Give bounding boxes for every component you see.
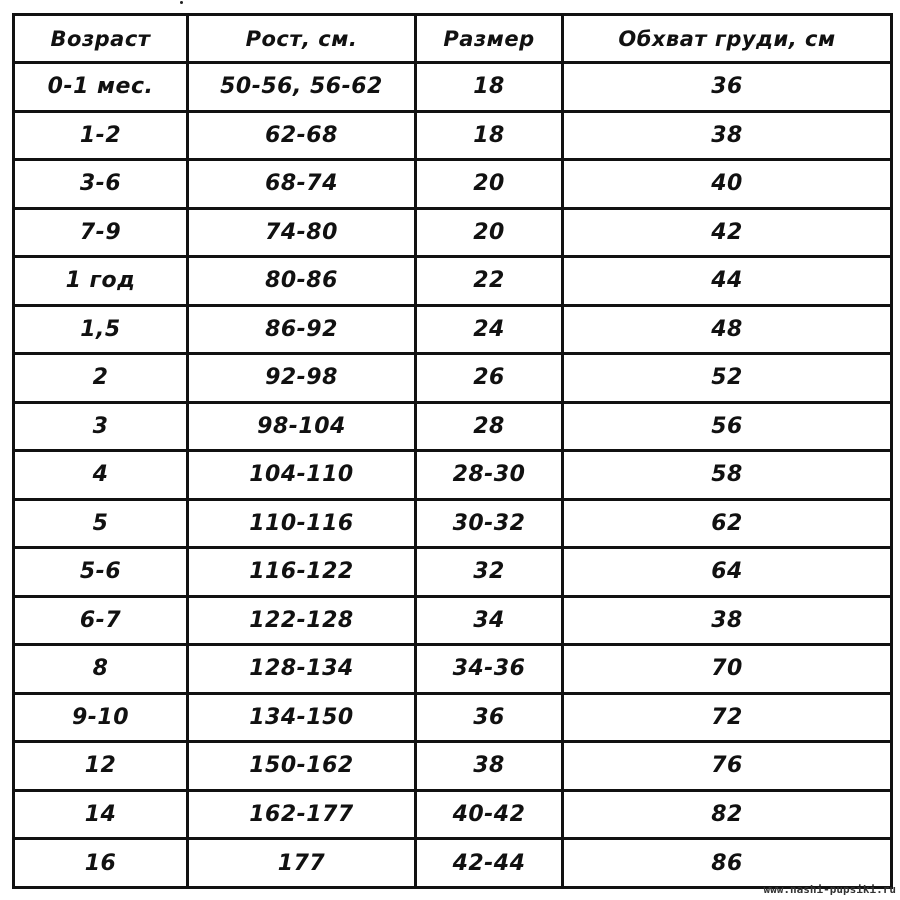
chest-cell: 56 [563, 402, 892, 451]
height-cell: 162-177 [188, 790, 416, 839]
table-row [14, 63, 892, 112]
age-cell: 5-6 [14, 548, 188, 597]
age-cell: 16 [14, 839, 188, 888]
size-cell: 38 [416, 742, 563, 791]
table-row [14, 742, 892, 791]
chest-cell: 82 [563, 790, 892, 839]
header-height: Рост, см. [188, 15, 416, 63]
size-cell: 24 [416, 305, 563, 354]
table-row [14, 499, 892, 548]
chest-cell: 42 [563, 208, 892, 257]
table-row [14, 305, 892, 354]
header-age: Возраст [14, 15, 188, 63]
size-cell: 30-32 [416, 499, 563, 548]
table-header [14, 15, 892, 63]
height-cell: 177 [188, 839, 416, 888]
age-cell: 14 [14, 790, 188, 839]
table-row [14, 208, 892, 257]
chest-cell: 48 [563, 305, 892, 354]
height-cell: 104-110 [188, 451, 416, 500]
table-row [14, 839, 892, 888]
size-cell: 32 [416, 548, 563, 597]
table-row [14, 402, 892, 451]
height-cell: 122-128 [188, 596, 416, 645]
size-cell: 28-30 [416, 451, 563, 500]
height-cell: 62-68 [188, 111, 416, 160]
age-cell: 3-6 [14, 160, 188, 209]
table-body [14, 63, 892, 888]
size-cell: 18 [416, 63, 563, 112]
size-cell: 26 [416, 354, 563, 403]
height-cell: 98-104 [188, 402, 416, 451]
header-row [14, 15, 892, 63]
size-cell: 18 [416, 111, 563, 160]
stray-dot [180, 1, 183, 4]
chest-cell: 76 [563, 742, 892, 791]
table-row [14, 354, 892, 403]
chest-cell: 72 [563, 693, 892, 742]
size-cell: 28 [416, 402, 563, 451]
age-cell: 1,5 [14, 305, 188, 354]
size-cell: 36 [416, 693, 563, 742]
height-cell: 80-86 [188, 257, 416, 306]
age-cell: 7-9 [14, 208, 188, 257]
age-cell: 0-1 мес. [14, 63, 188, 112]
chest-cell: 64 [563, 548, 892, 597]
chest-cell: 44 [563, 257, 892, 306]
height-cell: 74-80 [188, 208, 416, 257]
table-row [14, 790, 892, 839]
chest-cell: 70 [563, 645, 892, 694]
size-cell: 22 [416, 257, 563, 306]
height-cell: 50-56, 56-62 [188, 63, 416, 112]
age-cell: 6-7 [14, 596, 188, 645]
height-cell: 128-134 [188, 645, 416, 694]
size-cell: 34-36 [416, 645, 563, 694]
age-cell: 5 [14, 499, 188, 548]
chest-cell: 38 [563, 596, 892, 645]
chest-cell: 52 [563, 354, 892, 403]
age-cell: 12 [14, 742, 188, 791]
table-row [14, 548, 892, 597]
height-cell: 86-92 [188, 305, 416, 354]
table-row [14, 693, 892, 742]
chest-cell: 40 [563, 160, 892, 209]
header-chest: Обхват груди, см [563, 15, 892, 63]
size-cell: 40-42 [416, 790, 563, 839]
table-row [14, 257, 892, 306]
size-chart-table [12, 13, 893, 889]
size-cell: 42-44 [416, 839, 563, 888]
age-cell: 3 [14, 402, 188, 451]
chest-cell: 36 [563, 63, 892, 112]
chest-cell: 58 [563, 451, 892, 500]
age-cell: 2 [14, 354, 188, 403]
height-cell: 150-162 [188, 742, 416, 791]
height-cell: 116-122 [188, 548, 416, 597]
watermark: www.nashi-pupsiki.ru [763, 883, 896, 896]
height-cell: 134-150 [188, 693, 416, 742]
table-row [14, 645, 892, 694]
table-row [14, 111, 892, 160]
age-cell: 9-10 [14, 693, 188, 742]
size-cell: 20 [416, 208, 563, 257]
chest-cell: 62 [563, 499, 892, 548]
chest-cell: 38 [563, 111, 892, 160]
size-cell: 20 [416, 160, 563, 209]
age-cell: 8 [14, 645, 188, 694]
height-cell: 110-116 [188, 499, 416, 548]
table-row [14, 160, 892, 209]
table-row [14, 596, 892, 645]
height-cell: 92-98 [188, 354, 416, 403]
chest-cell: 86 [563, 839, 892, 888]
age-cell: 1 год [14, 257, 188, 306]
table-row [14, 451, 892, 500]
age-cell: 4 [14, 451, 188, 500]
header-size: Размер [416, 15, 563, 63]
height-cell: 68-74 [188, 160, 416, 209]
size-cell: 34 [416, 596, 563, 645]
age-cell: 1-2 [14, 111, 188, 160]
